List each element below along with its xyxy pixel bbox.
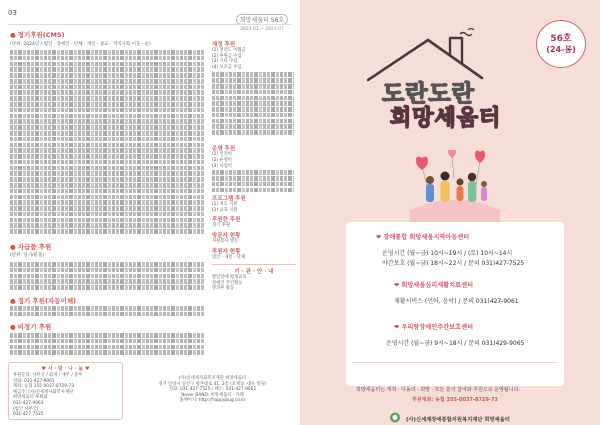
side-section [212, 215, 296, 229]
center2-title: ❤ 희망세움심리재활치료센터 [394, 282, 474, 289]
donor-names-block [10, 50, 205, 240]
section-title-auto: ● 정기 후원(자동이체) [10, 297, 77, 305]
section-subtitle-goods: (단위: 일시/물품) [10, 253, 45, 258]
auto-donor-block [10, 306, 205, 320]
heart-icon: ❤ [394, 324, 400, 331]
issue-number: 희망세움터 56호 [236, 14, 288, 25]
contact-line: (법인 사무국) [13, 406, 39, 412]
side-section [212, 231, 296, 245]
contact-line: 후원문의: 사무국 / 회계 / 재무 / 총무 [13, 373, 83, 378]
issue-period: 2023.01 ~ 2023.07 [240, 27, 284, 32]
badge-number: 56호 [550, 34, 572, 44]
center1-hours: 운영시간 (월~금) 10시~19시 / (토) 10시~14시 [382, 250, 513, 257]
contact-line: 031-427-7525 [13, 412, 44, 418]
issue-label [232, 7, 292, 32]
page-footer [130, 376, 295, 404]
side-line: (3) 사업비 [212, 163, 232, 169]
side-line: (4) 보조금 수입 [212, 64, 242, 70]
section-title-goods: ● 자급품 후원 [10, 243, 52, 251]
side-line: (2) 교육 지원 [212, 207, 238, 213]
center1-night: 야간보호 (월~금) 18시~22시 / 문의 031)427-7525 [382, 260, 525, 267]
bottom-notice: 희망세움터는 개척 · 아동의 · 희망 · 모든 분의 참여와 후원으로 운영됩니다. [356, 387, 520, 393]
footer-line: Never BAND: 희망세움터 · 카페 [181, 392, 244, 398]
page-number: 03 [8, 9, 17, 17]
side-detail-block [212, 170, 294, 192]
goods-donor-block [10, 262, 205, 292]
side-line: 발달장애 평생교육 [212, 275, 247, 281]
special-donor-block [10, 333, 205, 359]
issue-badge [536, 20, 586, 68]
side-section-title: 재정 후원 [212, 42, 236, 48]
contact-panel [8, 362, 123, 420]
footer-line: 경기 안양시 동안구 평촌대로 41, 2층 (호계동, 대우 빌딩) [158, 381, 267, 387]
family-illustration [400, 150, 510, 222]
side-section-title: 프로그램 후원 [212, 196, 246, 203]
contact-line: 예금주: (사)신세계사회복지재단 [13, 389, 74, 395]
cover-title-line2: 희망세움터 [390, 106, 502, 131]
org-name: (사)신세계장애통합지원복지재단 희망세움터 [406, 417, 510, 423]
side-section [212, 264, 296, 292]
center3-hours: 운영시간 (월~금) 9시~18시 / 문의 031)429-9065 [386, 340, 525, 347]
divider [352, 362, 558, 363]
side-line: (1) 전년도 이월금 [212, 48, 246, 53]
heart-icon: ❤ [376, 234, 382, 241]
center3-title: ❤ 우리랑장애인주간보호센터 [394, 324, 474, 331]
contact-line: 031-427-9063 [13, 400, 44, 406]
side-line: (1) 인건비 [212, 152, 232, 158]
footer-line: 전화: 031-427-7525 / 팩스: 031-427-9062 [168, 387, 257, 393]
side-line: 법인 · 개인 · 단체 [212, 254, 246, 260]
badge-season: (24-봄) [546, 45, 576, 54]
side-line: (1) 치료 지원 [212, 202, 238, 208]
side-section-title: 방문자 현황 [212, 232, 241, 239]
side-section-title: 후원한 후원 [212, 217, 241, 224]
side-section [212, 144, 296, 192]
side-line: (3) 기타 수입 [212, 59, 238, 65]
section-title-special: ● 비정기 후원 [10, 323, 52, 331]
side-section [212, 40, 296, 142]
donation-account: 후원계좌: 농협 355-0037-8729-73 [412, 397, 498, 403]
side-detail-block [212, 72, 294, 142]
side-line: 방과후 활동 [212, 286, 235, 292]
footer-line: (사)신세계사회복지재단 희망세움터 [179, 376, 246, 381]
footer-line: 홈페이지: http://happybug.co.kr [179, 398, 246, 404]
contact-line: 전화: 031-427-9061 [13, 378, 55, 384]
divider [8, 24, 292, 25]
section-subtitle-regular: (단위: 2024년 / 법인 · 장애인 · 단체 · 개인 · 종교 · 지역사회 이웃 · 순) [10, 42, 151, 47]
side-line: 장애인 주간활동 [212, 280, 243, 286]
side-section-title: 기 · 관 · 안 · 내 [234, 269, 274, 276]
side-line: (2) 후원금 수입 [212, 53, 242, 59]
side-line: 자원봉사 방문 [212, 238, 239, 244]
side-line: (2) 운영비 [212, 157, 232, 163]
side-section [212, 194, 296, 213]
center1-title: ❤ 장애통합 희망세움지역아동센터 [376, 234, 470, 241]
side-section-title: 운영 후원 [212, 146, 236, 153]
side-section [212, 247, 296, 261]
center-info-box [346, 222, 564, 386]
center2-service: 재활서비스 (언어, 음악) / 문의 031)427-9061 [394, 298, 519, 305]
org-logo-icon [388, 412, 402, 423]
heart-icon: ❤ [394, 282, 400, 289]
contact-heading: ♥ 사 · 랑 · 나 · 눔 ♥ [41, 366, 90, 372]
cover-title-line1: 도란도란 [382, 81, 475, 107]
section-title-regular: ● 정기후원(CMS) [10, 31, 65, 39]
side-column [212, 40, 296, 292]
contact-line: 계좌: 농협 355-0037-8729-73 [13, 384, 74, 390]
side-section-title: 후원자 현황 [212, 248, 241, 255]
contact-line: 희망세움터 후원회 [13, 395, 48, 401]
side-line: 정기 후원 [212, 223, 230, 229]
